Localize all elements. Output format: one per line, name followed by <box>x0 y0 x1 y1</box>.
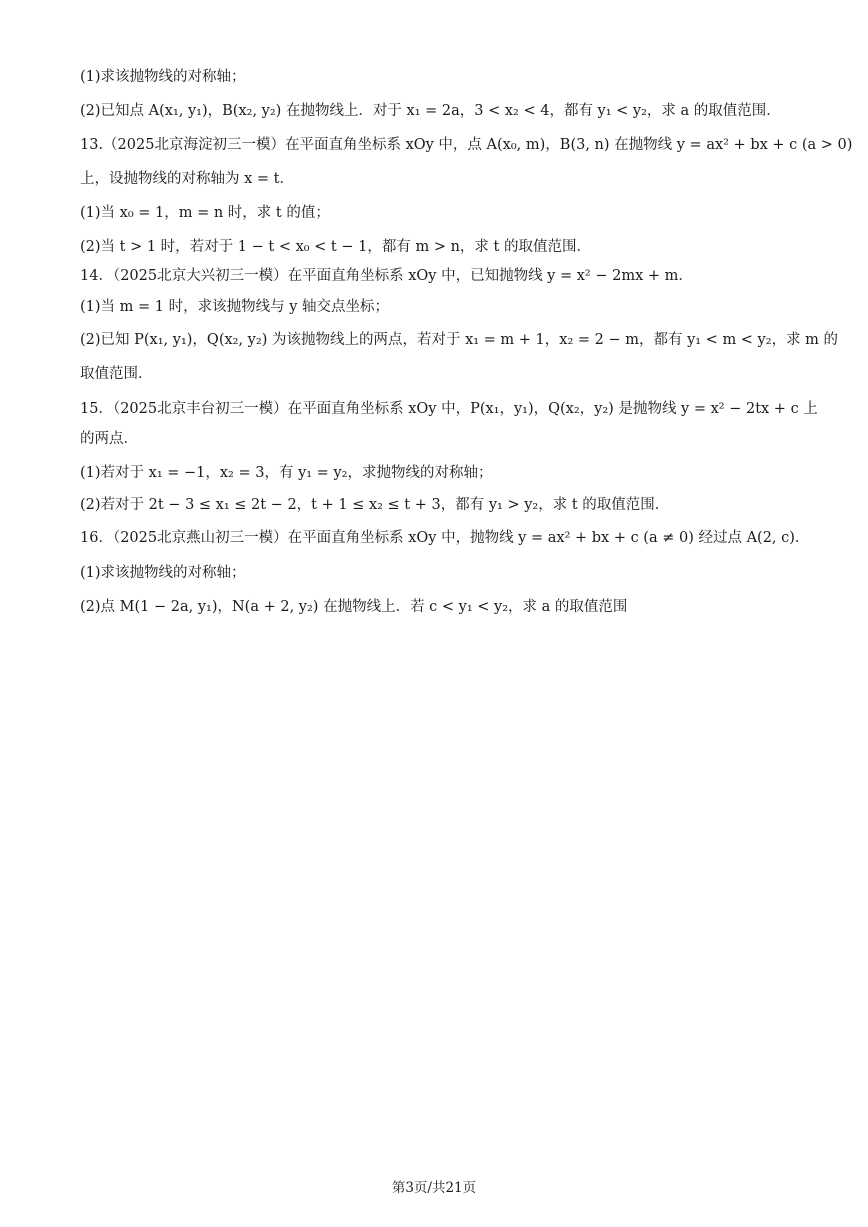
q12-part1: (1)求该抛物线的对称轴； <box>80 69 246 85</box>
q16-stem: 16．（2025北京燕山初三一模）在平面直角坐标系 xOy 中，抛物线 y = ax² + bx + c (a ≠ 0) 经过点 A(2, c)． <box>80 530 810 546</box>
q15-stem-line1: 15．（2025北京丰台初三一模）在平面直角坐标系 xOy 中，P(x₁，y₁)，Q(x₂，y₂) 是抛物线 y = x² − 2tx + c 上 <box>80 401 818 417</box>
q13-part2: (2)当 t > 1 时，若对于 1 − t < x₀ < t − 1，都有 m > n，求 t 的取值范围． <box>80 239 591 255</box>
q16-part1: (1)求该抛物线的对称轴； <box>80 565 246 581</box>
q14-part1: (1)当 m = 1 时，求该抛物线与 y 轴交点坐标； <box>80 299 390 315</box>
q14-part2-line1: (2)已知 P(x₁, y₁)，Q(x₂, y₂) 为该抛物线上的两点，若对于 x₁ = m + 1，x₂ = 2 − m，都有 y₁ < m < y₂，求 m 的 <box>80 332 839 348</box>
q13-part1: (1)当 x₀ = 1，m = n 时，求 t 的值； <box>80 205 330 221</box>
q15-stem-line2: 的两点． <box>80 431 138 447</box>
q13-stem-line2: 上，设抛物线的对称轴为 x = t． <box>80 171 294 187</box>
q13-stem-line1: 13.（2025北京海淀初三一模）在平面直角坐标系 xOy 中，点 A(x₀, m)，B(3, n) 在抛物线 y = ax² + bx + c (a > 0) <box>80 137 853 153</box>
q16-part2: (2)点 M(1 − 2a, y₁)，N(a + 2, y₂) 在抛物线上．若 c < y₁ < y₂，求 a 的取值范围 <box>80 599 628 615</box>
q12-part2: (2)已知点 A(x₁, y₁)，B(x₂, y₂) 在抛物线上．对于 x₁ = 2a，3 < x₂ < 4，都有 y₁ < y₂，求 a 的取值范围． <box>80 103 781 119</box>
q14-stem: 14．（2025北京大兴初三一模）在平面直角坐标系 xOy 中，已知抛物线 y = x² − 2mx + m． <box>80 268 693 284</box>
page-footer: 第3页/共21页 <box>391 1180 477 1196</box>
q15-part2: (2)若对于 2t − 3 ≤ x₁ ≤ 2t − 2，t + 1 ≤ x₂ ≤ t + 3，都有 y₁ > y₂，求 t 的取值范围． <box>80 497 670 513</box>
q15-part1: (1)若对于 x₁ = −1，x₂ = 3，有 y₁ = y₂，求抛物线的对称轴； <box>80 465 493 481</box>
q14-part2-line2: 取值范围． <box>80 366 153 382</box>
